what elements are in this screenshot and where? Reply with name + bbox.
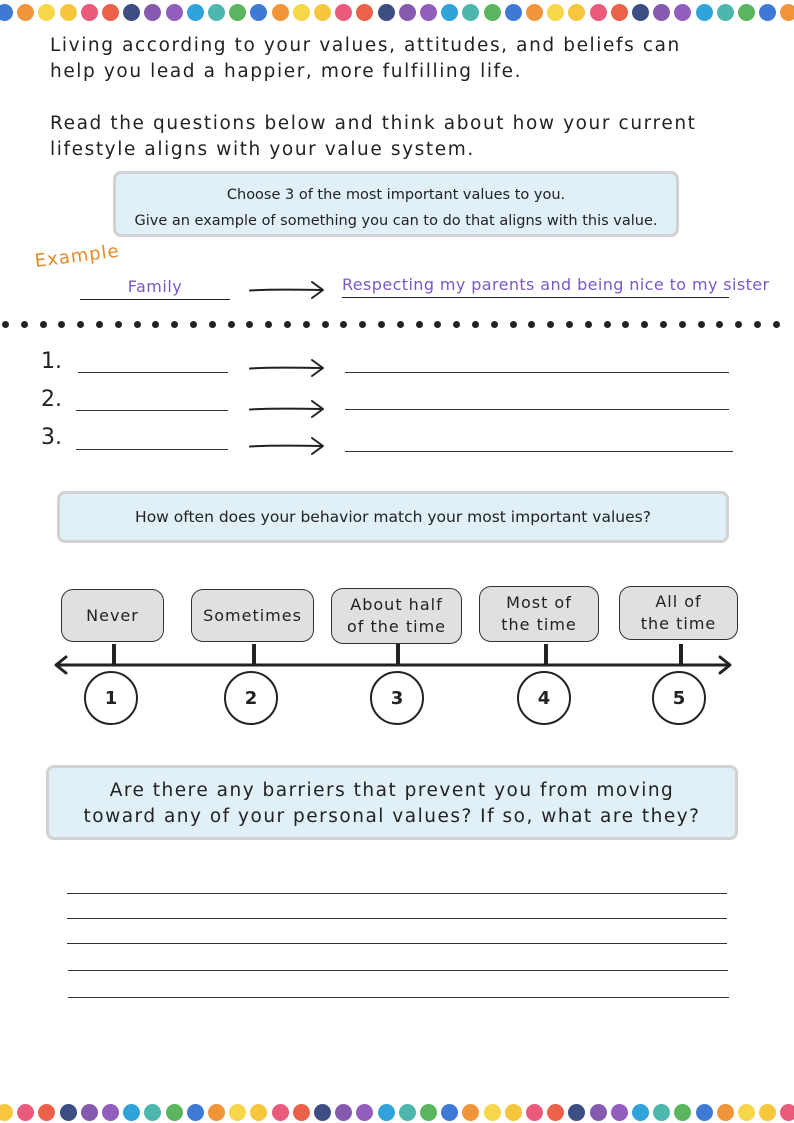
decorative-dot [399,4,416,21]
decorative-dot [568,4,585,21]
scale-option-text: All of [655,592,702,611]
scale-option-text: Sometimes [203,605,302,625]
scale-option-1[interactable] [61,589,164,642]
entry-number-2: 2. [41,387,62,412]
decorative-dot [208,1104,225,1121]
decorative-dot [717,4,734,21]
decorative-dot [590,1104,607,1121]
separator-dot [660,321,667,328]
scale-tick [679,644,683,664]
example-label: Example [33,240,121,272]
scale-number-4: 4 [517,671,571,725]
decorative-dot [144,1104,161,1121]
scale-option-text: Never [86,605,139,625]
entry-action-field-2[interactable] [345,409,729,410]
separator-dot [773,321,780,328]
decorative-dot [187,4,204,21]
decorative-dot-border-top [0,2,794,22]
question-text: How often does your behavior match your most important values? [135,508,651,526]
decorative-dot [102,4,119,21]
scale-option-2[interactable] [191,589,314,642]
separator-dot [397,321,404,328]
example-value-line [80,299,230,300]
separator-dot [190,321,197,328]
separator-dot [491,321,498,328]
separator-dot [322,321,329,328]
decorative-dot [314,4,331,21]
decorative-dot [38,1104,55,1121]
decorative-dot [229,1104,246,1121]
decorative-dot [441,4,458,21]
decorative-dot [187,1104,204,1121]
separator-dot [472,321,479,328]
instruction-box [113,171,679,237]
decorative-dot [696,1104,713,1121]
separator-dot [547,321,554,328]
decorative-dot [144,4,161,21]
decorative-dot [484,1104,501,1121]
decorative-dot [17,4,34,21]
decorative-dot [102,1104,119,1121]
decorative-dot [0,1104,13,1121]
separator-dot [134,321,141,328]
scale-number-3: 3 [370,671,424,725]
decorative-dot [60,4,77,21]
arrow-right-icon [248,358,326,378]
example-value: Family [127,277,183,296]
scale-option-5[interactable] [619,586,738,640]
decorative-dot [547,4,564,21]
decorative-dot [441,1104,458,1121]
separator-dot [566,321,573,328]
decorative-dot [335,1104,352,1121]
separator-dot [265,321,272,328]
separator-dot [378,321,385,328]
decorative-dot [484,4,501,21]
scale-option-text: Most of [506,593,572,612]
answer-line-3[interactable] [67,943,727,944]
decorative-dot [166,4,183,21]
arrow-right-icon [248,399,326,419]
decorative-dot [335,4,352,21]
separator-dot [416,321,423,328]
decorative-dot [272,4,289,21]
decorative-dot [738,1104,755,1121]
decorative-dot [462,4,479,21]
separator-dot [2,321,9,328]
decorative-dot [462,1104,479,1121]
decorative-dot [250,4,267,21]
separator-dot [528,321,535,328]
scale-tick [252,644,256,664]
decorative-dot [81,4,98,21]
decorative-dot [399,1104,416,1121]
decorative-dot [759,1104,776,1121]
scale-number-2: 2 [224,671,278,725]
scale-option-3[interactable] [331,588,462,644]
separator-dot [698,321,705,328]
decorative-dot [250,1104,267,1121]
separator-dot [96,321,103,328]
question-line: toward any of your personal values? If so, what are they? [83,806,701,827]
decorative-dot [611,1104,628,1121]
decorative-dot [674,1104,691,1121]
entry-value-field-2[interactable] [76,410,228,411]
intro-line: Read the questions below and think about how your current [50,113,697,134]
scale-tick [396,644,400,664]
decorative-dot [632,4,649,21]
separator-dot [641,321,648,328]
scale-option-label [347,594,446,638]
answer-line-5[interactable] [68,997,729,998]
scale-option-4[interactable] [479,586,599,642]
question-box-frequency [57,491,729,543]
decorative-dot [166,1104,183,1121]
decorative-dot [208,4,225,21]
decorative-dot [632,1104,649,1121]
decorative-dot [81,1104,98,1121]
instruction-line: Choose 3 of the most important values to you. [226,187,566,203]
decorative-dot [123,1104,140,1121]
separator-dot [115,321,122,328]
scale-number-5: 5 [652,671,706,725]
decorative-dot [314,1104,331,1121]
separator-dot [228,321,235,328]
decorative-dot [293,1104,310,1121]
separator-dot [77,321,84,328]
separator-dot [453,321,460,328]
scale-option-label [86,605,139,627]
separator-dot [679,321,686,328]
example-answer: Respecting my parents and being nice to my sister [342,275,770,294]
arrow-right-icon [248,436,326,456]
decorative-dot [293,4,310,21]
entry-value-field-3[interactable] [76,449,228,450]
separator-dot [284,321,291,328]
answer-line-4[interactable] [68,970,728,971]
decorative-dot [229,4,246,21]
decorative-dot [420,4,437,21]
decorative-dot [38,4,55,21]
decorative-dot-border-bottom [0,1102,794,1122]
separator-dot [303,321,310,328]
instruction-line: Give an example of something you can to do that aligns with this value. [134,213,658,229]
separator-dot [622,321,629,328]
decorative-dot [17,1104,34,1121]
separator-dot [754,321,761,328]
decorative-dot [505,4,522,21]
scale-option-text: About half [350,595,443,614]
separator-dot [434,321,441,328]
decorative-dot [505,1104,522,1121]
decorative-dot [696,4,713,21]
decorative-dot [526,1104,543,1121]
dotted-separator [0,318,794,332]
decorative-dot [547,1104,564,1121]
separator-dot [152,321,159,328]
decorative-dot [780,1104,794,1121]
decorative-dot [378,4,395,21]
decorative-dot [674,4,691,21]
separator-dot [604,321,611,328]
decorative-dot [272,1104,289,1121]
scale-number-1: 1 [84,671,138,725]
separator-dot [716,321,723,328]
entry-number-1: 1. [41,349,62,374]
separator-dot [340,321,347,328]
decorative-dot [611,4,628,21]
decorative-dot [356,4,373,21]
intro-paragraph-2 [50,111,697,163]
separator-dot [359,321,366,328]
separator-dot [209,321,216,328]
separator-dot [510,321,517,328]
entry-number-3: 3. [41,425,62,450]
decorative-dot [60,1104,77,1121]
separator-dot [735,321,742,328]
separator-dot [58,321,65,328]
decorative-dot [526,4,543,21]
decorative-dot [653,4,670,21]
decorative-dot [378,1104,395,1121]
scale-option-text: of the time [347,617,446,636]
intro-paragraph-1 [50,33,681,85]
decorative-dot [590,4,607,21]
decorative-dot [123,4,140,21]
example-answer-line [342,297,729,298]
separator-dot [40,321,47,328]
question-line: Are there any barriers that prevent you from moving [109,780,675,801]
decorative-dot [420,1104,437,1121]
decorative-dot [780,4,794,21]
question-box-barriers [46,765,738,840]
decorative-dot [738,4,755,21]
answer-line-2[interactable] [67,918,727,919]
answer-line-1[interactable] [67,893,727,894]
separator-dot [171,321,178,328]
decorative-dot [759,4,776,21]
separator-dot [585,321,592,328]
decorative-dot [356,1104,373,1121]
entry-action-field-3[interactable] [345,451,733,452]
decorative-dot [0,4,13,21]
entry-value-field-1[interactable] [78,372,228,373]
separator-dot [21,321,28,328]
arrow-right-icon [248,280,326,300]
intro-line: lifestyle aligns with your value system. [50,139,475,160]
intro-line: Living according to your values, attitudes, and beliefs can [50,35,681,56]
scale-option-text: the time [501,615,577,634]
decorative-dot [568,1104,585,1121]
scale-tick [544,644,548,664]
scale-option-label [501,592,577,636]
separator-dot [246,321,253,328]
scale-tick [112,644,116,664]
decorative-dot [653,1104,670,1121]
scale-option-text: the time [640,614,717,633]
intro-line: help you lead a happier, more fulfilling life. [50,61,523,82]
scale-option-label [641,591,717,635]
scale-option-label [203,605,302,627]
decorative-dot [717,1104,734,1121]
entry-action-field-1[interactable] [345,372,729,373]
